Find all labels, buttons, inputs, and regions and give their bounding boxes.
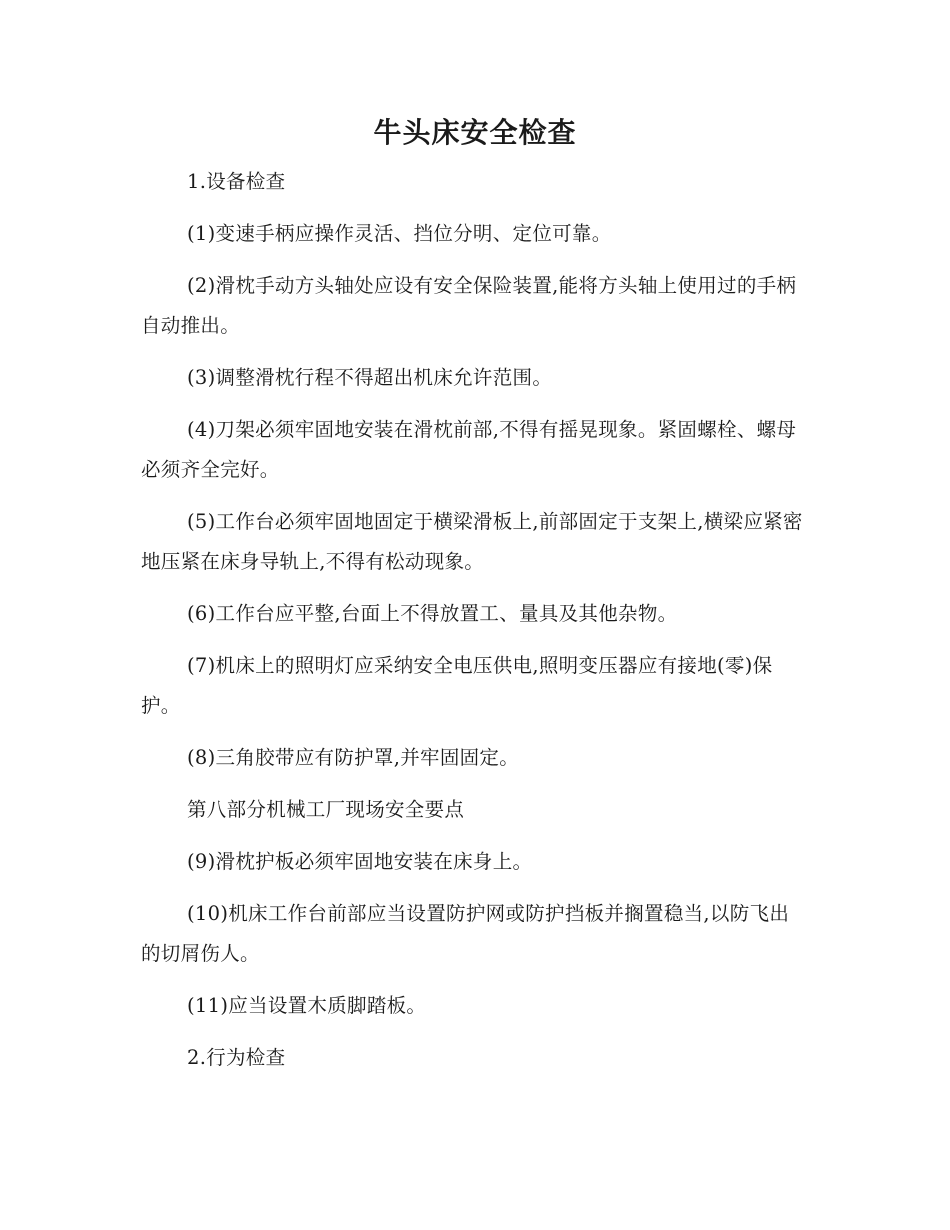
paragraph-item-4: (4)刀架必须牢固地安装在滑枕前部,不得有摇晃现象。紧固螺栓、螺母必须齐全完好。	[141, 418, 797, 481]
paragraph-item-2: (2)滑枕手动方头轴处应设有安全保险装置,能将方头轴上使用过的手柄自动推出。	[141, 274, 797, 337]
section-heading-behavior: 2.行为检查	[187, 1046, 286, 1069]
section-heading-part-eight: 第八部分机械工厂现场安全要点	[187, 798, 465, 821]
paragraph-item-9: (9)滑枕护板必须牢固地安装在床身上。	[187, 850, 533, 873]
paragraph-item-1: (1)变速手柄应操作灵活、挡位分明、定位可靠。	[187, 222, 612, 245]
document-title: 牛头床安全检查	[373, 116, 577, 149]
paragraph-item-8: (8)三角胶带应有防护罩,并牢固固定。	[187, 746, 520, 769]
paragraph-item-3: (3)调整滑枕行程不得超出机床允许范围。	[187, 366, 553, 389]
document-body	[141, 162, 805, 1090]
paragraph-item-6: (6)工作台应平整,台面上不得放置工、量具及其他杂物。	[187, 602, 678, 625]
section-heading-equipment: 1.设备检查	[187, 170, 286, 193]
paragraph-item-10: (10)机床工作台前部应当设置防护网或防护挡板并搁置稳当,以防飞出的切屑伤人。	[141, 902, 790, 965]
paragraph-item-11: (11)应当设置木质脚踏板。	[187, 994, 427, 1017]
paragraph-item-5: (5)工作台必须牢固地固定于横梁滑板上,前部固定于支架上,横梁应紧密地压紧在床身导轨上,不得有松动现象。	[141, 510, 803, 573]
paragraph-item-7: (7)机床上的照明灯应采纳安全电压供电,照明变压器应有接地(零)保护。	[141, 654, 773, 717]
